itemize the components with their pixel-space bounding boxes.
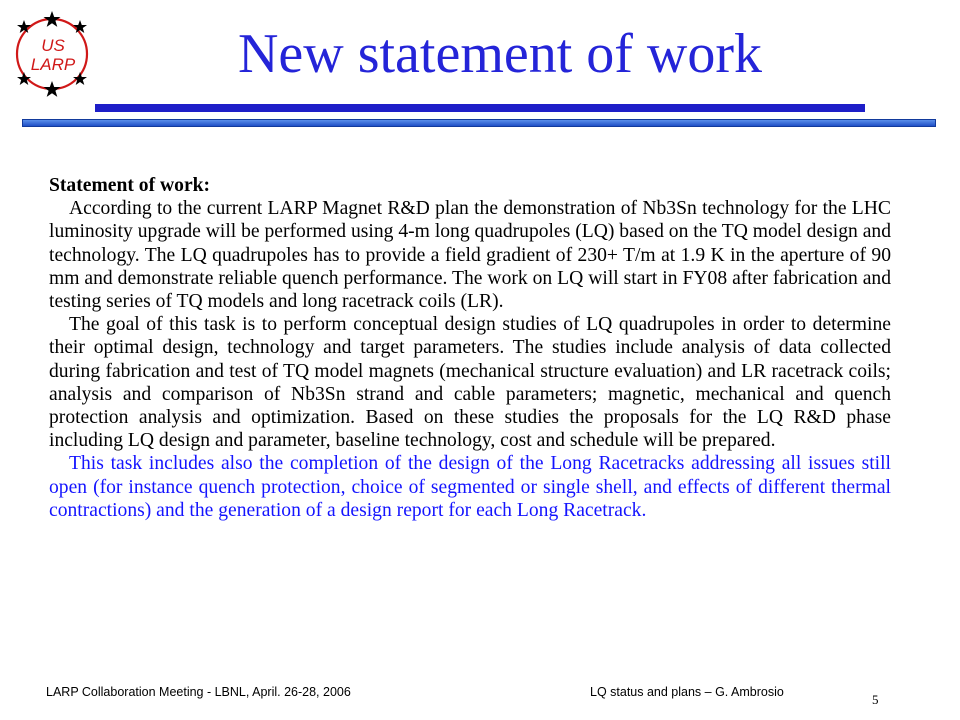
- title-underline-bar: [95, 104, 865, 112]
- footer-author: LQ status and plans – G. Ambrosio: [590, 685, 784, 699]
- header-divider-bar: [22, 119, 936, 127]
- paragraph-1: According to the current LARP Magnet R&D plan the demonstration of Nb3Sn technology for the LHC luminosity upgrade will be performed using 4-m long quadrupoles (LQ) based on the TQ model design and technology. The LQ quadrupoles has to provide a field gradient of 230+ T/m at 1.9 K in the aperture of 90 mm and demonstrate reliable quench performance. The work on LQ will start in FY08 after fabrication and testing series of TQ models and long racetrack coils (LR).: [49, 198, 892, 313]
- statement-heading: Statement of work:: [49, 175, 211, 196]
- paragraph-2: The goal of this task is to perform conceptual design studies of LQ quadrupoles in order to determine their optimal design, technology and target parameters. The studies include analysis of data collected during fabrication and test of TQ model magnets (mechanical structure evaluation) and LR racetrack coils; analysis and comparison of Nb3Sn strand and cable parameters; magnetic, mechanical and quench protection analysis and optimization. Based on these studies the proposals for the LQ R&D phase including LQ design and parameter, baseline technology, cost and schedule will be prepared.: [49, 314, 891, 452]
- footer-meeting: LARP Collaboration Meeting - LBNL, April. 26-28, 2006: [46, 685, 351, 699]
- logo-text-larp: LARP: [30, 55, 76, 74]
- slide-title: New statement of work: [237, 23, 763, 85]
- paragraph-3-highlighted: This task includes also the completion of the design of the Long Racetracks addressing all issues still open (for instance quench protection, choice of segmented or single shell, and effects of different thermal contractions) and the generation of a design report for each Long Racetrack.: [49, 453, 891, 521]
- logo-text-us: US: [41, 36, 65, 55]
- page-number: 5: [872, 692, 879, 707]
- statement-body: [49, 174, 891, 522]
